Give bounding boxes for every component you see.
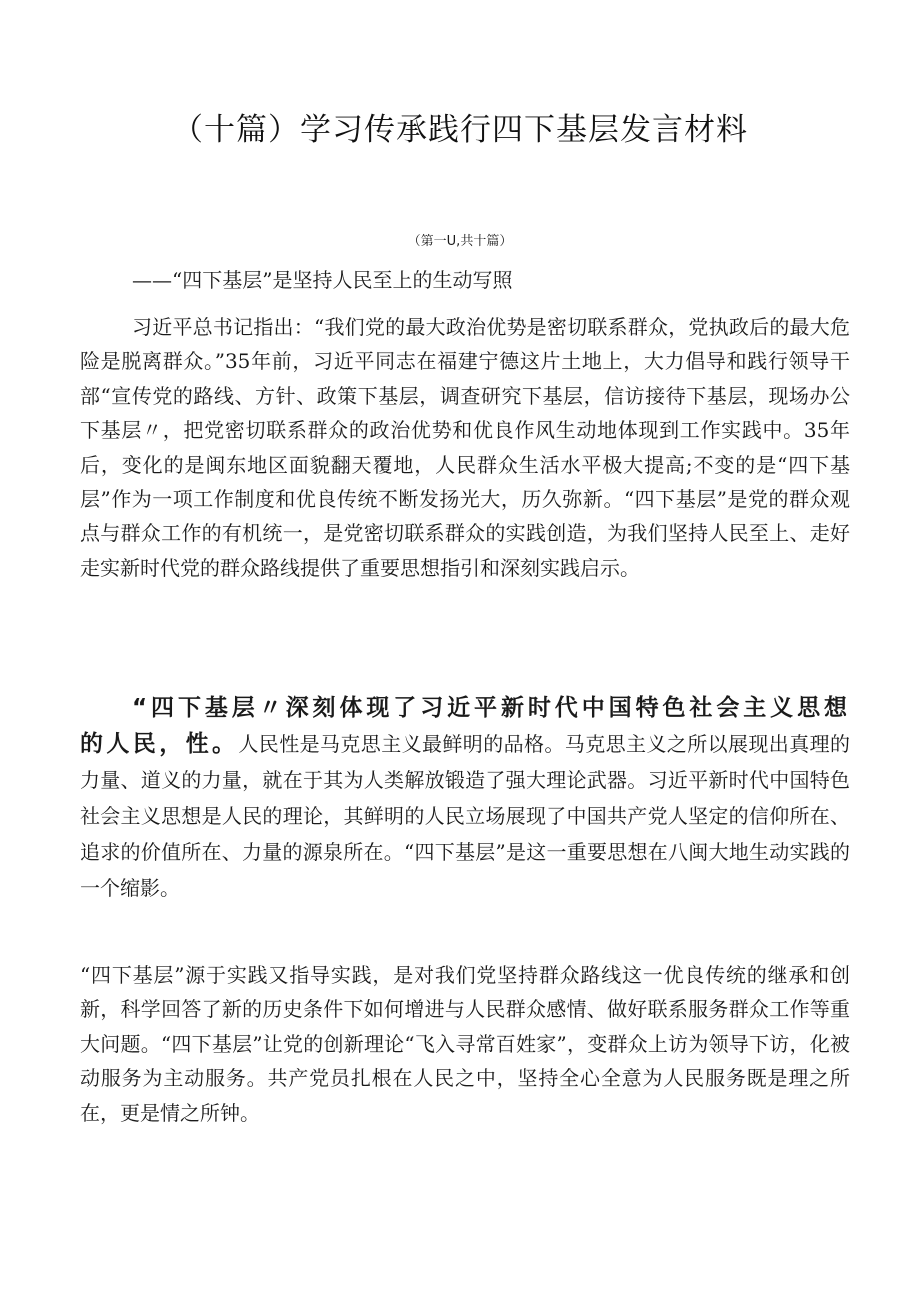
paragraph-1-text: 习近平总书记指出：“我们党的最大政治优势是密切联系群众，党执政后的最大危险是脱离群众。”35年前，习近平同志在福建宁德这片土地上，大力倡导和践行领导干部“宣传党的路线、方针、政策下基层，调查研究下基层，信访接待下基层，现场办公下基层〃，把党密切联系群众的政治优势和优良作风生动地体现到工作实践中。35年后，变化的是闽东地区面貌翻天覆地，人民群众生活水平极大提高;不变的是“四下基层”作为一项工作制度和优良传统不断发扬光大，历久弥新。“四下基层”是党的群众观点与群众工作的有机统一，是党密切联系群众的实践创造，为我们坚持人民至上、走好走实新时代党的群众路线提供了重要思想指引和深刻实践启示。	[80, 315, 850, 580]
paragraph-3-text: “四下基层”源于实践又指导实践，是对我们党坚持群众路线这一优良传统的继承和创新，科学回答了新的历史条件下如何增进与人民群众感情、做好联系服务群众工作等重大问题。“四下基层”让党的创新理论“飞入寻常百姓家”，变群众上访为领导下访，化被动服务为主动服务。共产党员扎根在人民之中，坚持全心全意为人民服务既是理之所在，更是情之所钟。	[80, 963, 850, 1125]
paragraph-2	[80, 690, 850, 906]
paragraph-1	[80, 310, 850, 585]
document-byline: ——“四下基层”是坚持人民至上的生动写照	[132, 268, 513, 292]
document-subtitle: （第一U,共十篇）	[407, 234, 513, 249]
paragraph-2-text: 人民性是马克思主义最鲜明的品格。马克思主义之所以展现出真理的力量、道义的力量，就在于其为人类解放锻造了强大理论武器。习近平新时代中国特色社会主义思想是人民的理论，其鲜明的人民立场展现了中国共产党人坚定的信仰所在、追求的价值所在、力量的源泉所在。“四下基层”是这一重要思想在八闽大地生动实践的一个缩影。	[80, 732, 851, 900]
paragraph-2-lead: “四下基层〃深刻体现了习近平新时代中国特色社会主义思想的人民，性。	[80, 695, 850, 757]
paragraph-3	[80, 958, 850, 1130]
document-title: （十篇）学习传承践行四下基层发言材料	[172, 112, 748, 148]
